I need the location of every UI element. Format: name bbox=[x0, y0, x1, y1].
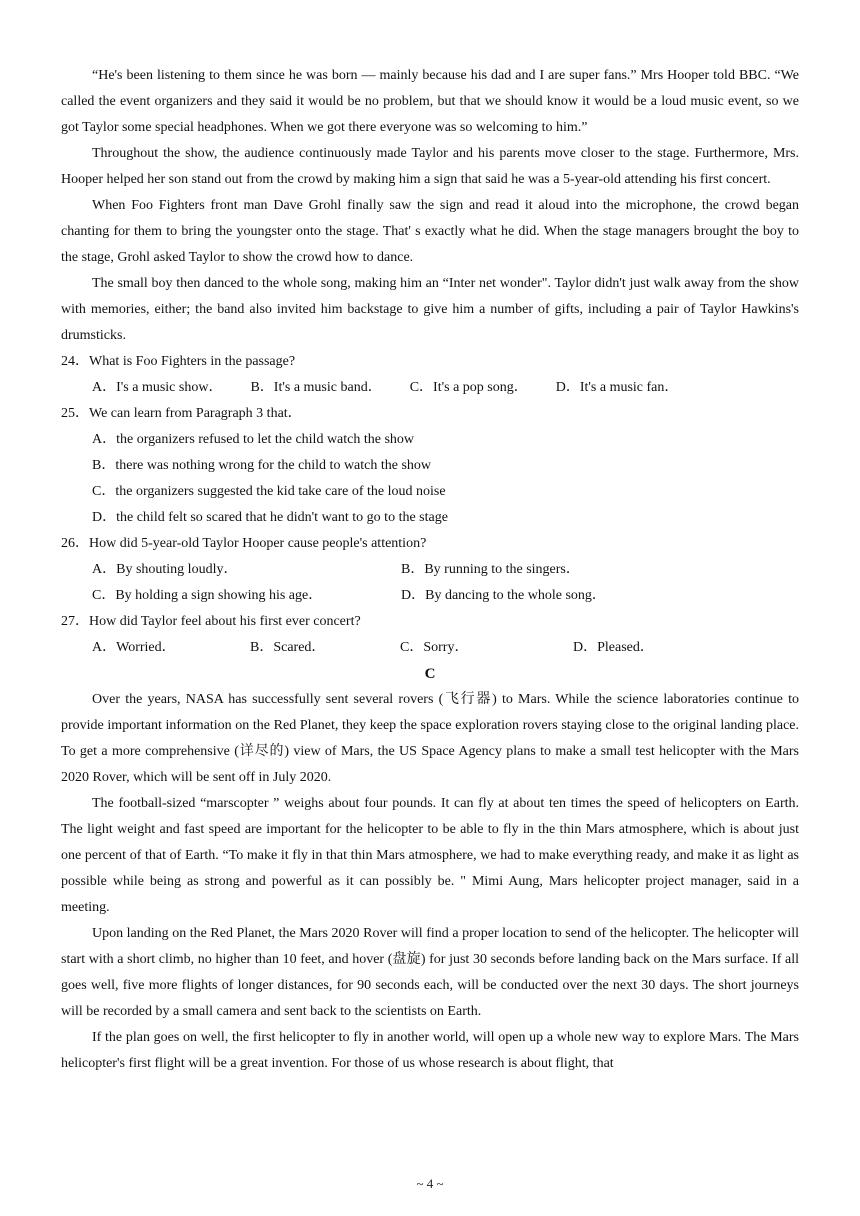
option-a: A．By shouting loudly． bbox=[92, 562, 238, 577]
section-heading: C bbox=[424, 666, 436, 682]
passage-b-paragraph: “He's been listening to them since he was born — mainly because his dad and I are super fans.” Mrs Hooper told BBC. “We called the event organizers and they said it would be no problem, but that we should know it would be a loud music event, so we got Taylor some special headphones. When we got there everyone was so welcoming to him.” bbox=[61, 68, 799, 135]
question-25-stem: 25．We can learn from Paragraph 3 that． bbox=[61, 406, 302, 421]
passage-b-paragraph: The small boy then danced to the whole song, making him an “Inter net wonder". Taylor didn't just walk away from the show with memories, either; the band also invited him backstage to give him a number of gifts, including a pair of Taylor Hawkins's drumsticks. bbox=[61, 276, 799, 343]
passage-c-paragraph: If the plan goes on well, the first helicopter to fly in another world, will open up a whole new way to explore Mars. The Mars helicopter's first flight will be a great invention. For those of us whose research is about flight, that bbox=[61, 1030, 799, 1071]
question-24-options bbox=[61, 375, 799, 401]
passage-b-paragraph: When Foo Fighters front man Dave Grohl finally saw the sign and read it aloud into the microphone, the crowd began chanting for them to bring the youngster onto the stage. That' s exactly what he did. When the stage managers brought the boy to the stage, Grohl asked Taylor to show the crowd how to dance. bbox=[61, 198, 799, 265]
option-a: A．the organizers refused to let the child watch the show bbox=[92, 432, 415, 447]
option-c: C．It's a pop song． bbox=[409, 380, 528, 395]
question-26-options-row2 bbox=[61, 583, 799, 609]
passage-c-paragraph: Over the years, NASA has successfully sent several rovers (飞行器) to Mars. While the science laboratories continue to provide important information on the Red Planet, they keep the space exploration rovers staying close to the original landing place. To get a more comprehensive (详尽的) view of Mars, the US Space Agency plans to make a small test helicopter with the Mars 2020 Rover, which will be sent off in July 2020. bbox=[61, 692, 799, 785]
passage-c-paragraph: Upon landing on the Red Planet, the Mars 2020 Rover will find a proper location to send of the helicopter. The helicopter will start with a short climb, no higher than 10 feet, and hover (盘旋) for just 30 seconds before landing back on the Mars surface. If all goes well, five more flights of longer distances, for 90 seconds each, will be conducted over the next 30 days. The short journeys will be recorded by a small camera and sent back to the scientists on Earth. bbox=[61, 926, 799, 1019]
option-b: B．there was nothing wrong for the child to watch the show bbox=[92, 458, 432, 473]
option-c: C．By holding a sign showing his age． bbox=[92, 588, 323, 603]
option-a: A．Worried． bbox=[92, 640, 176, 655]
option-d: D．By dancing to the whole song． bbox=[401, 588, 606, 603]
option-b: B．By running to the singers． bbox=[401, 562, 580, 577]
option-c: C．Sorry． bbox=[400, 640, 469, 655]
passage-b-paragraph: Throughout the show, the audience continuously made Taylor and his parents move closer to the stage. Furthermore, Mrs. Hooper helped her son stand out from the crowd by making him a sign that said he was a 5-year-old attending his first concert. bbox=[61, 146, 799, 187]
question-26-stem: 26．How did 5-year-old Taylor Hooper cause people's attention? bbox=[61, 536, 427, 551]
question-24-stem: 24．What is Foo Fighters in the passage? bbox=[61, 354, 296, 369]
question-26-options-row1 bbox=[61, 557, 799, 583]
passage-c-paragraph: The football-sized “marscopter ” weighs about four pounds. It can fly at about ten times the speed of helicopters on Earth. The light weight and fast speed are important for the helicopter to be able to fly in the thin Mars atmosphere, which is about just one percent of that of Earth. “To make it fly in that thin Mars atmosphere, we had to make everything ready, and make it as light as possible while being as strong and powerful as it can possibly be. " Mimi Aung, Mars helicopter project manager, said in a meeting. bbox=[61, 796, 799, 915]
option-a: A．I's a music show． bbox=[92, 380, 223, 395]
option-d: D．It's a music fan． bbox=[555, 380, 679, 395]
option-b: B．It's a music band． bbox=[250, 380, 382, 395]
option-b: B．Scared． bbox=[250, 640, 326, 655]
option-d: D．Pleased． bbox=[573, 640, 654, 655]
question-27-options bbox=[61, 635, 799, 661]
option-c: C．the organizers suggested the kid take care of the loud noise bbox=[92, 484, 446, 499]
question-27-stem: 27．How did Taylor feel about his first ever concert? bbox=[61, 614, 361, 629]
page-content bbox=[61, 63, 799, 1077]
page-number: ~ 4 ~ bbox=[416, 1176, 444, 1191]
option-d: D．the child felt so scared that he didn't want to go to the stage bbox=[92, 510, 448, 525]
